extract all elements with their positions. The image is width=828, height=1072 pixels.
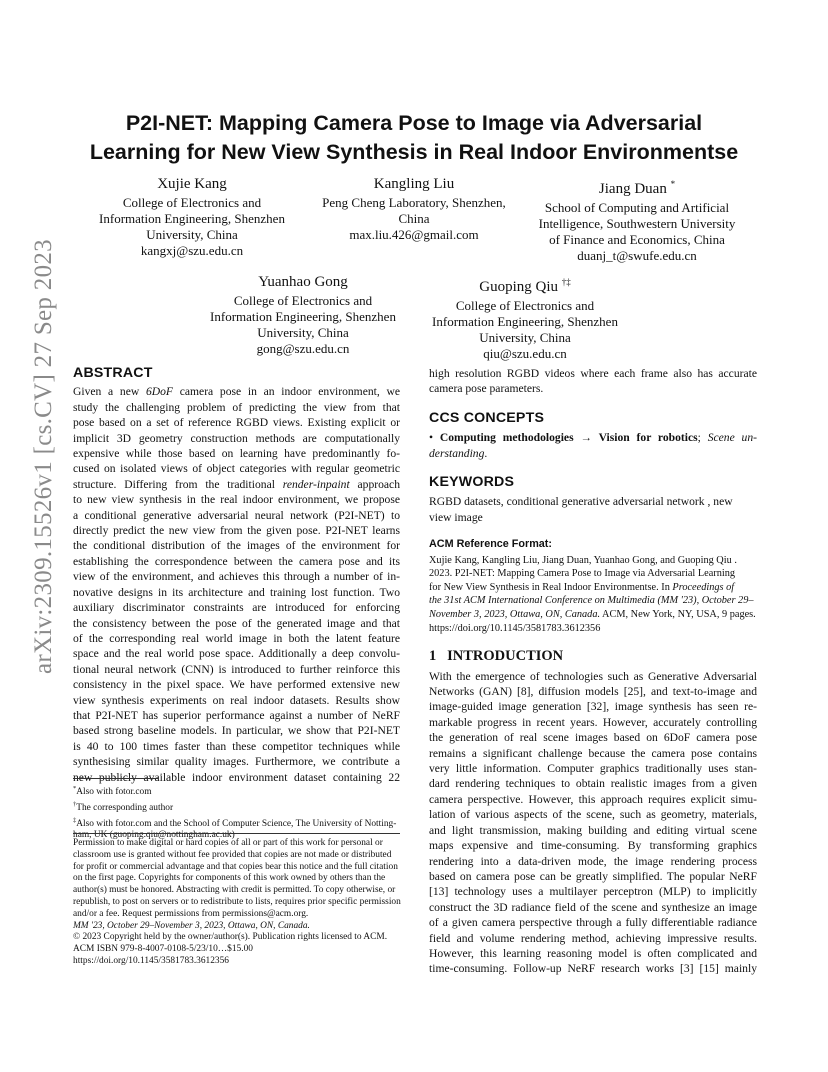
title-line-2: Learning for New View Synthesis in Real Indoor Environmentse xyxy=(89,140,739,164)
paper-title xyxy=(40,109,788,167)
abstract-line: based strong baseline models. In particular, we show that P2I-NET xyxy=(73,724,400,738)
abstract-line: consistency in the pixel space. We have performed extensive new xyxy=(73,678,400,692)
right-column xyxy=(429,366,757,977)
author-affiliation: College of Electronics and xyxy=(233,293,373,308)
abstract-continued-line: high resolution RGBD videos where each frame also has accurate xyxy=(429,367,757,380)
permission-rule xyxy=(73,833,400,834)
doi-link[interactable]: https://doi.org/10.1145/3581783.3612356 xyxy=(73,955,229,966)
abstract-line: novative designs in its architecture and training lost function. Two xyxy=(73,585,400,599)
introduction-heading xyxy=(429,649,757,664)
intro-line: With the emergence of technologies such as Generative Adversarial xyxy=(429,669,757,683)
intro-line: very little information. Computer graphics traditionally uses stan- xyxy=(429,762,757,776)
author-affiliation: Information Engineering, Shenzhen xyxy=(432,314,618,329)
abstract-line: expensive while those based on learning have predominantly fo- xyxy=(73,447,400,461)
author-affiliation: China xyxy=(398,211,430,226)
abstract-line: to new view synthesis in the real indoor environment, we propose xyxy=(73,493,400,507)
author-affiliation: College of Electronics and xyxy=(455,298,595,313)
section-title: INTRODUCTION xyxy=(447,648,564,665)
acm-reference-heading: ACM Reference Format: xyxy=(429,538,552,551)
author-mark: * xyxy=(670,179,676,189)
author-block-4 xyxy=(193,273,413,357)
abstract-heading: ABSTRACT xyxy=(73,365,153,381)
footnote: ham, UK (guoping.qiu@nottingham.ac.uk) xyxy=(73,830,235,841)
abstract-line: directly predict the new view from the given pose. P2I-NET learns xyxy=(73,524,400,538)
author-affiliation: University, China xyxy=(479,330,571,345)
keywords-line: RGBD datasets, conditional generative adversarial network , new xyxy=(429,495,733,509)
abstract-line: new publicly available indoor environment dataset containing 22 xyxy=(73,770,400,784)
intro-line: construct the 3D radiance field of the scene and synthesize an image xyxy=(429,900,757,914)
intro-line: based on camera pose can be greatly simplified. The popular NeRF xyxy=(429,869,757,883)
permission-line: Permission to make digital or hard copies of all or part of this work for personal or xyxy=(73,838,383,848)
reference-line: Xujie Kang, Kangling Liu, Jiang Duan, Yuanhao Gong, and Guoping Qiu . xyxy=(429,554,737,566)
author-affiliation: School of Computing and Artificial xyxy=(544,200,730,215)
author-affiliation: Intelligence, Southwestern University xyxy=(538,216,736,231)
author-affiliation: Information Engineering, Shenzhen xyxy=(210,309,396,324)
author-email: qiu@szu.edu.cn xyxy=(483,346,567,361)
footnote: ‡Also with fotor.com and the School of Computer Science, The University of Notting- xyxy=(73,816,397,829)
abstract-line: a conditional generative adversarial neural network (P2I-NET) to xyxy=(73,508,400,522)
author-name: Xujie Kang xyxy=(157,176,227,192)
abstract-line: cused on isolated views of object categories with regular geometric xyxy=(73,462,400,476)
intro-line: the generation of real scene images based on 6DoF camera pose xyxy=(429,731,757,745)
abstract-line: that P2I-NET has superior performance against a number of NeRF xyxy=(73,708,400,722)
abstract-line: synthesising similar quality images. Furthermore, we contribute a xyxy=(73,755,400,769)
author-name: Guoping Qiu †‡ xyxy=(479,277,571,295)
footnote-rule xyxy=(73,778,158,779)
isbn-line: ACM ISBN 979-8-4007-0108-5/23/10…$15.00 xyxy=(73,944,253,955)
permission-line: on the first page. Copyrights for components of this work owned by others than the xyxy=(73,873,386,884)
abstract-section xyxy=(73,366,400,785)
footnote: †The corresponding author xyxy=(73,800,174,813)
conference-line: MM '23, October 29–November 3, 2023, Ottawa, ON, Canada. xyxy=(73,920,310,931)
abstract-line: view of the environment, and achieves this through a number of in- xyxy=(73,570,400,584)
intro-line: camera perspective. However, this approach requires explicit simu- xyxy=(429,792,757,806)
permission-line: and/or a fee. Request permissions from permissions@acm.org. xyxy=(73,908,309,919)
author-affiliation: College of Electronics and xyxy=(122,195,262,210)
intro-line: remains a significant challenge because the camera pose contains xyxy=(429,746,757,760)
author-affiliation: University, China xyxy=(146,227,238,242)
abstract-line: study the challenging problem of predicting the view from that xyxy=(73,400,400,414)
permission-block xyxy=(73,838,400,968)
author-email: gong@szu.edu.cn xyxy=(256,341,350,356)
permission-line: for profit or commercial advantage and that copies bear this notice and the full citation xyxy=(73,861,398,872)
intro-line: image-guided image generation [32], image synthesis has seen re- xyxy=(429,700,757,714)
reference-line: 2023. P2I-NET: Mapping Camera Pose to Image via Adversarial Learning xyxy=(429,568,736,580)
author-block-5 xyxy=(415,273,635,362)
abstract-line: auxiliary discriminator constraints are introduced for enforcing xyxy=(73,601,400,615)
abstract-continued-line: camera pose parameters. xyxy=(429,382,544,396)
intro-line: field and volume rendering method, achieving impressive results. xyxy=(429,931,757,945)
author-mark: †‡ xyxy=(561,277,571,287)
author-name: Jiang Duan * xyxy=(598,179,676,197)
ccs-line: • Computing methodologies → Vision for robotics; Scene un- xyxy=(429,431,757,445)
ccs-heading: CCS CONCEPTS xyxy=(429,409,545,426)
reference-line: the 31st ACM International Conference on Multimedia (MM '23), October 29– xyxy=(429,595,754,607)
author-block-3 xyxy=(524,175,750,264)
abstract-line: establishing the correspondence between the camera pose and its xyxy=(73,554,400,568)
abstract-line: space and the real world pose space. Additionally a deep convolu- xyxy=(73,647,400,661)
author-email: kangxj@szu.edu.cn xyxy=(140,243,244,258)
author-affiliation: of Finance and Economics, China xyxy=(549,232,725,247)
abstract-line: Given a new 6DoF camera pose in an indoor environment, we xyxy=(73,385,400,399)
reference-doi-link[interactable]: https://doi.org/10.1145/3581783.3612356 xyxy=(429,622,601,634)
author-affiliation: Peng Cheng Laboratory, Shenzhen, xyxy=(322,195,506,210)
author-name: Yuanhao Gong xyxy=(258,274,348,290)
author-email: duanj_t@swufe.edu.cn xyxy=(577,248,697,263)
intro-line: of a given camera perspective through a fully differentiable radiance xyxy=(429,916,757,930)
copyright-line: © 2023 Copyright held by the owner/author(s). Publication rights licensed to ACM. xyxy=(73,932,388,943)
permission-line: author(s) must be honored. Abstracting with credit is permitted. To copy otherwise, or xyxy=(73,885,396,896)
intro-line: time-consuming. Follow-up NeRF research works [3] [15] mainly xyxy=(429,962,757,976)
abstract-line: the conditional distribution of the images of the environment for xyxy=(73,539,400,553)
ccs-concept: Computing methodologies → Vision for robotics xyxy=(439,431,698,445)
author-affiliation: Information Engineering, Shenzhen xyxy=(99,211,285,226)
abstract-line: is 40 to 100 times faster than these competitor techniques while xyxy=(73,739,400,753)
permission-line: classroom use is granted without fee provided that copies are not made or distributed xyxy=(73,849,392,860)
author-email: max.liu.426@gmail.com xyxy=(349,227,479,242)
intro-line: However, this learning reasoning model is often complicated and xyxy=(429,946,757,960)
author-block-2 xyxy=(304,175,524,243)
intro-line: markable progress in recent years. However, accurately controlling xyxy=(429,715,757,729)
title-line-1: P2I-NET: Mapping Camera Pose to Image via Adversarial xyxy=(125,111,703,135)
arxiv-id: arXiv:2309.15526v1 [cs.CV] 27 Sep 2023 xyxy=(30,239,57,674)
author-affiliation: University, China xyxy=(257,325,349,340)
ccs-subconcept: Scene un- xyxy=(707,431,757,445)
section-number: 1 xyxy=(429,648,437,665)
intro-line: [13] technology uses a multilayer perceptron (MLP) to implicitly xyxy=(429,885,757,899)
reference-line: November 3, 2023, Ottawa, ON, Canada. ACM, New York, NY, USA, 9 pages. xyxy=(429,609,756,621)
intro-line: and light transmission, making building and editing virtual scene xyxy=(429,823,757,837)
abstract-line: tional neural network (CNN) is introduced to further reinforce this xyxy=(73,662,400,676)
intro-line: lation of various aspects of the scene, such as geometry, materials, xyxy=(429,808,757,822)
keywords-heading: KEYWORDS xyxy=(429,474,515,491)
abstract-line: of the corresponding real world image in both the latent feature xyxy=(73,631,400,645)
reference-line: for New View Synthesis in Real Indoor Environmentse. In Proceedings of xyxy=(429,581,735,593)
intro-line: maps expensive and time-consuming. By transforming graphics xyxy=(429,839,757,853)
keywords-line: view image xyxy=(429,510,483,524)
abstract-line: structure. Differing from the traditional render-inpaint approach xyxy=(73,477,400,491)
permission-line: republish, to post on servers or to redistribute to lists, requires prior specific permission xyxy=(73,896,401,907)
abstract-line: the consistency between the pose of the generated image and that xyxy=(73,616,400,630)
intro-line: rendering into a data-driven mode, the image rendering process xyxy=(429,854,757,868)
ccs-line: derstanding. xyxy=(429,446,488,460)
author-name: Kangling Liu xyxy=(373,176,455,192)
footnote: *Also with fotor.com xyxy=(73,785,152,797)
intro-line: dard rendering techniques to obtain realistic images from a given xyxy=(429,777,757,791)
author-block-1 xyxy=(82,175,302,259)
abstract-line: pose based on a set of reference RGBD views. Existing explicit or xyxy=(73,416,400,430)
abstract-line: implicit 3D geometry construction methods are computationally xyxy=(73,431,400,445)
abstract-line: view synthesis experiments on real indoor datasets. Results show xyxy=(73,693,400,707)
intro-line: Networks (GAN) [8], diffusion models [25], and text-to-image and xyxy=(429,685,757,699)
